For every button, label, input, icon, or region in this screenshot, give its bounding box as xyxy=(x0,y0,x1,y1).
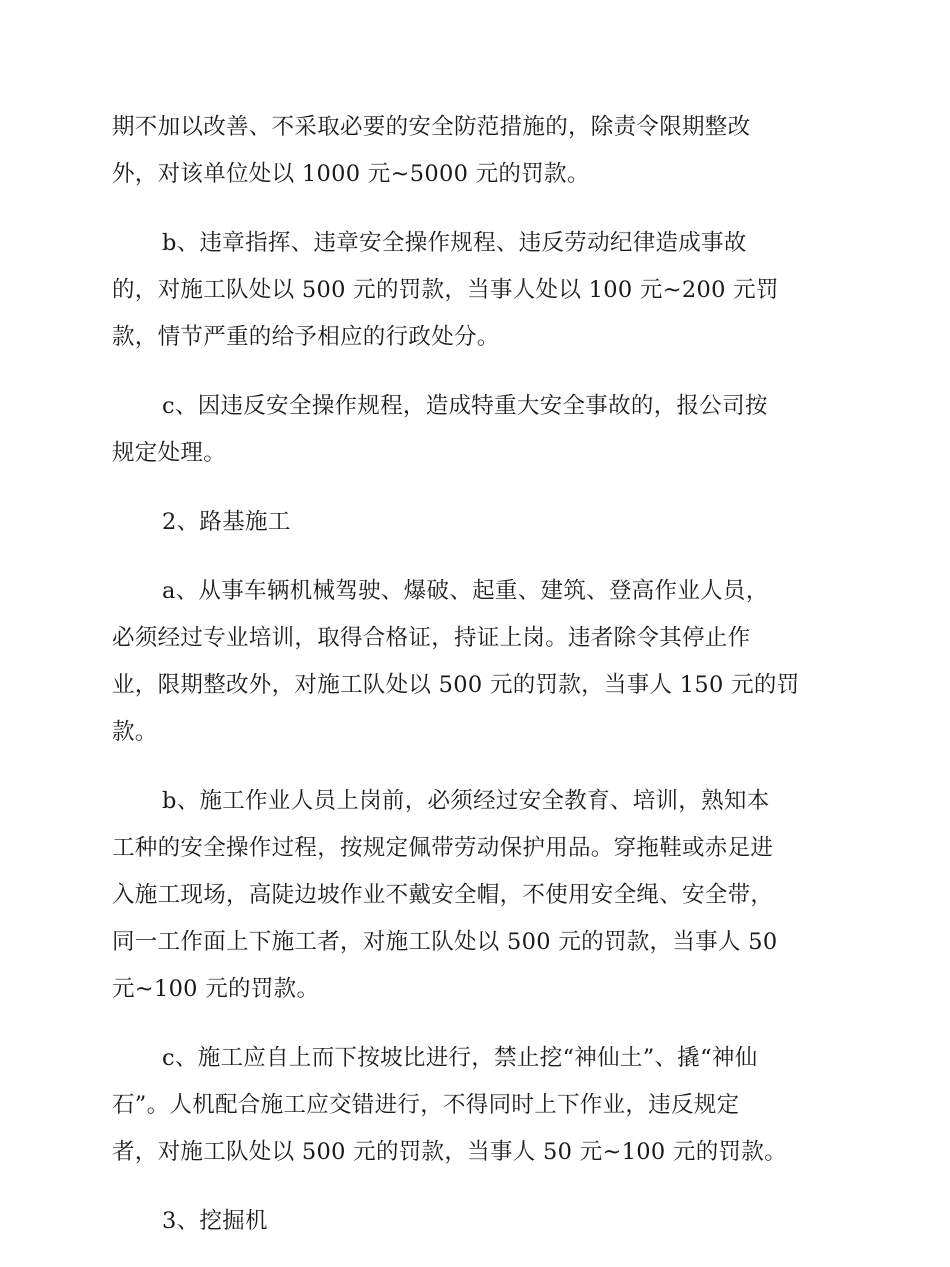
paragraph-item-a-certification xyxy=(112,568,840,756)
heading-text: 3、挖掘机 xyxy=(162,1208,268,1234)
text-line: 者，对施工队处以 500 元的罚款，当事人 50 元~100 元的罚款。 xyxy=(112,1139,787,1165)
paragraph-item-c-excavation xyxy=(112,1035,840,1176)
document-page xyxy=(112,104,840,1267)
text-line: 元~100 元的罚款。 xyxy=(112,976,320,1002)
paragraph-penalty-unit xyxy=(112,104,840,198)
text-line: 款，情节严重的给予相应的行政处分。 xyxy=(112,324,500,350)
paragraph-item-c-major-accident xyxy=(112,383,840,477)
text-line: 同一工作面上下施工者，对施工队处以 500 元的罚款，当事人 50 xyxy=(112,929,778,955)
section-heading-roadbed xyxy=(112,499,840,546)
text-line: b、违章指挥、违章安全操作规程、违反劳动纪律造成事故 xyxy=(162,230,747,256)
text-line: 必须经过专业培训，取得合格证，持证上岗。违者除令其停止作 xyxy=(112,625,751,651)
text-line: c、因违反安全操作规程，造成特重大安全事故的，报公司按 xyxy=(162,393,768,419)
text-line: 业，限期整改外，对施工队处以 500 元的罚款，当事人 150 元的罚 xyxy=(112,672,800,698)
text-line: 入施工现场，高陡边坡作业不戴安全帽，不使用安全绳、安全带， xyxy=(112,882,774,908)
text-line: 外，对该单位处以 1000 元~5000 元的罚款。 xyxy=(112,161,590,187)
text-line: 的，对施工队处以 500 元的罚款，当事人处以 100 元~200 元罚 xyxy=(112,277,779,303)
text-line: 款。 xyxy=(112,719,158,745)
heading-text: 2、路基施工 xyxy=(162,509,291,535)
text-line: b、施工作业人员上岗前，必须经过安全教育、培训，熟知本 xyxy=(162,788,770,814)
section-heading-excavator xyxy=(112,1198,840,1245)
text-line: 工种的安全操作过程，按规定佩带劳动保护用品。穿拖鞋或赤足进 xyxy=(112,835,774,861)
paragraph-item-b-violation xyxy=(112,220,840,361)
paragraph-item-b-training xyxy=(112,778,840,1013)
text-line: c、施工应自上而下按坡比进行，禁止挖“神仙土”、撬“神仙 xyxy=(162,1045,758,1071)
text-line: 石”。人机配合施工应交错进行，不得同时上下作业，违反规定 xyxy=(112,1092,740,1118)
text-line: a、从事车辆机械驾驶、爆破、起重、建筑、登高作业人员， xyxy=(162,578,769,604)
text-line: 期不加以改善、不采取必要的安全防范措施的，除责令限期整改 xyxy=(112,114,751,140)
text-line: 规定处理。 xyxy=(112,440,227,466)
